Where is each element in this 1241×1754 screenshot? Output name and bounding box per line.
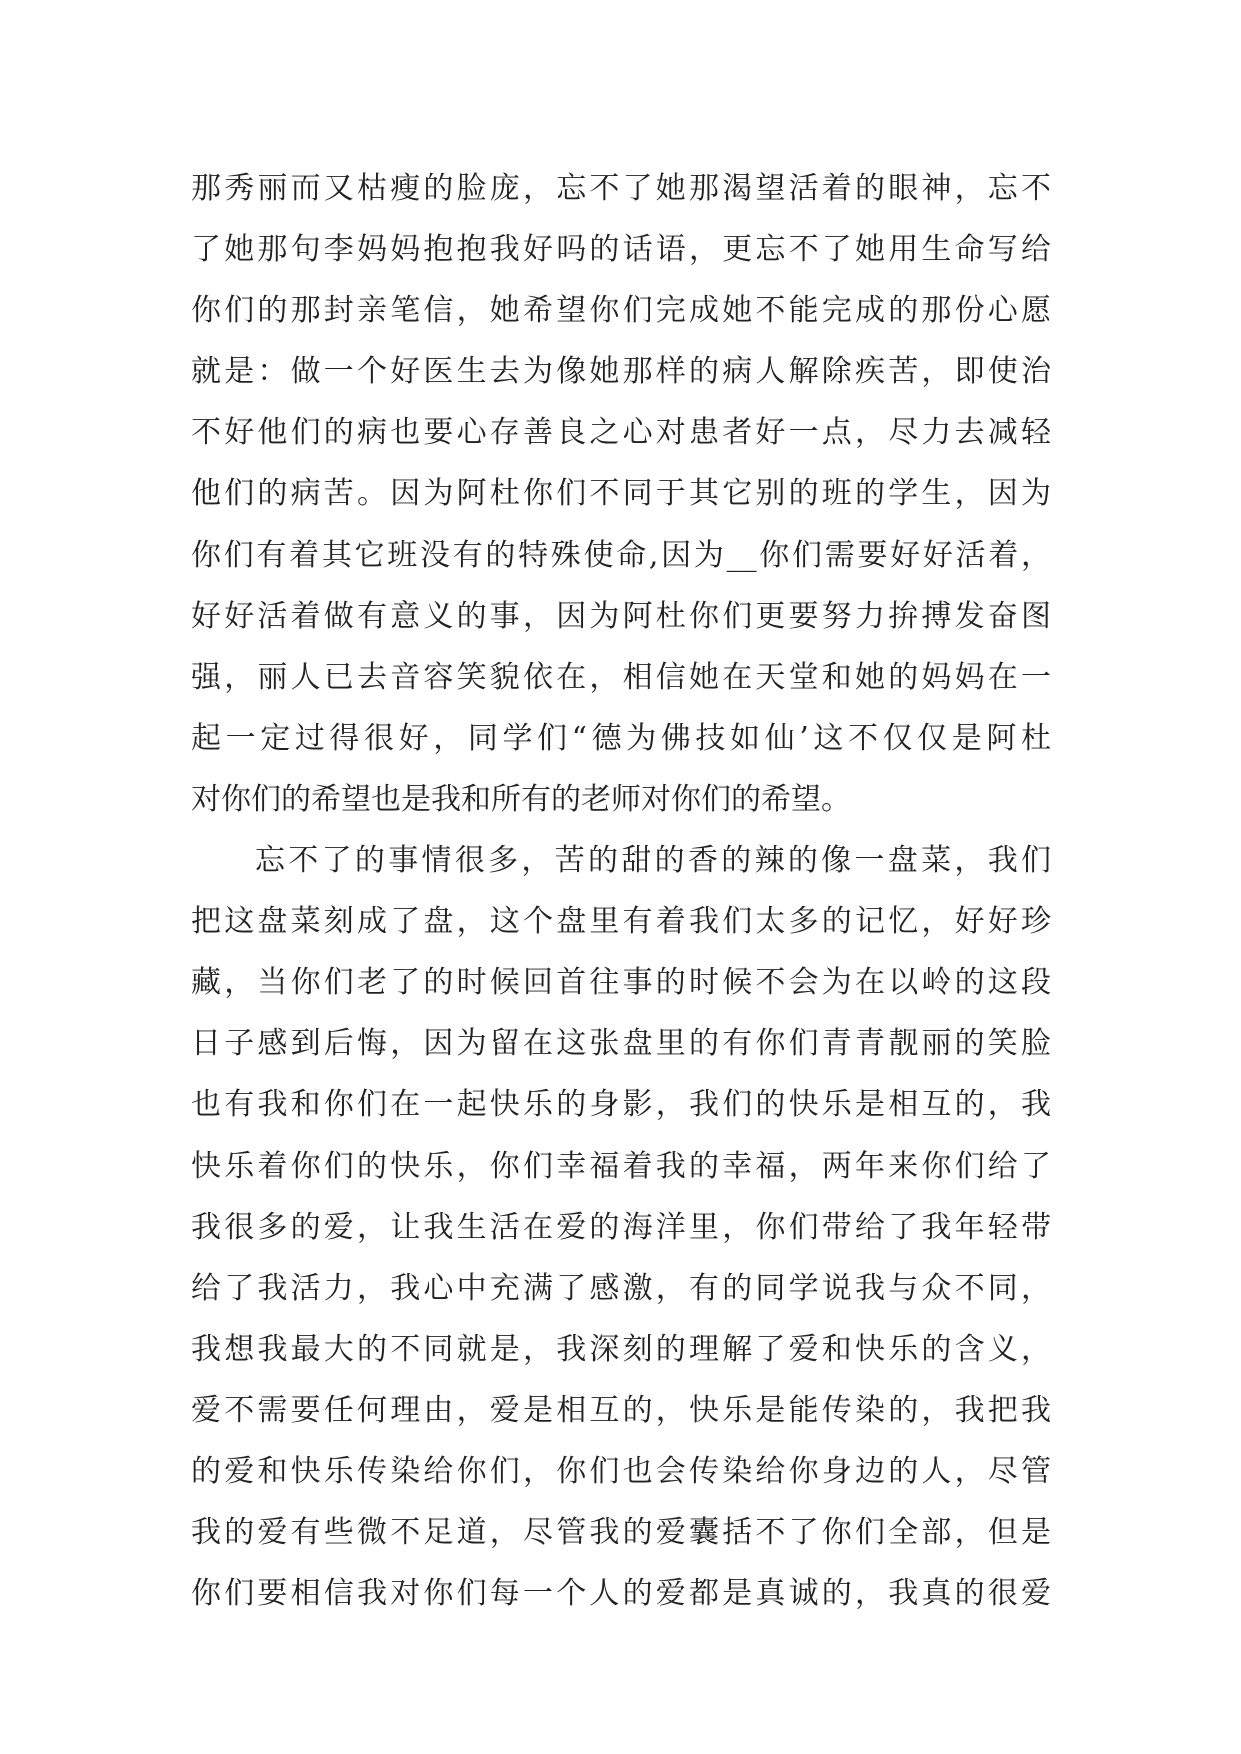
text-line: 爱不需要任何理由，爱是相互的，快乐是能传染的，我把我 (191, 1392, 1051, 1428)
text-line: 也有我和你们在一起快乐的身影，我们的快乐是相互的，我 (191, 1087, 1051, 1123)
text-line: 了她那句李妈妈抱抱我好吗的话语，更忘不了她用生命写给 (191, 232, 1051, 268)
text-line: 的爱和快乐传染给你们，你们也会传染给你身边的人，尽管 (191, 1453, 1051, 1489)
text-line: 不好他们的病也要心存善良之心对患者好一点，尽力去减轻 (191, 415, 1051, 451)
text-line: 我很多的爱，让我生活在爱的海洋里，你们带给了我年轻带 (191, 1209, 1051, 1245)
text-line: 好好活着做有意义的事，因为阿杜你们更要努力拚搏发奋图 (191, 598, 1051, 634)
text-line: 那秀丽而又枯瘦的脸庞，忘不了她那渴望活着的眼神，忘不 (191, 171, 1051, 206)
text-line: 给了我活力，我心中充满了感激，有的同学说我与众不同， (191, 1270, 1051, 1306)
text-line: 他们的病苦。因为阿杜你们不同于其它别的班的学生，因为 (191, 476, 1051, 512)
text-line: 你们有着其它班没有的特殊使命,因为__你们需要好好活着， (191, 537, 1051, 573)
text-line: 强，丽人已去音容笑貌依在，相信她在天堂和她的妈妈在一 (191, 659, 1051, 695)
text-line: 你们要相信我对你们每一个人的爱都是真诚的，我真的很爱 (191, 1576, 1051, 1612)
text-line: 我的爱有些微不足道，尽管我的爱囊括不了你们全部，但是 (191, 1515, 1051, 1551)
text-line: 就是：做一个好医生去为像她那样的病人解除疾苦，即使治 (191, 354, 1051, 390)
body-text (191, 158, 1051, 1624)
text-line: 藏，当你们老了的时候回首往事的时候不会为在以岭的这段 (191, 965, 1051, 1001)
text-line: 快乐着你们的快乐，你们幸福着我的幸福，两年来你们给了 (191, 1148, 1051, 1184)
text-line: 你们的那封亲笔信，她希望你们完成她不能完成的那份心愿 (191, 293, 1051, 329)
text-line-paragraph-start: 忘不了的事情很多，苦的甜的香的辣的像一盘菜，我们 (255, 843, 1051, 879)
text-line-paragraph-end: 对你们的希望也是我和所有的老师对你们的希望。 (191, 781, 851, 817)
text-line: 把这盘菜刻成了盘，这个盘里有着我们太多的记忆，好好珍 (191, 904, 1051, 940)
text-line: 日子感到后悔，因为留在这张盘里的有你们青青靓丽的笑脸 (191, 1026, 1051, 1062)
text-line: 起一定过得很好，同学们“德为佛技如仙’这不仅仅是阿杜 (191, 720, 1051, 756)
text-line: 我想我最大的不同就是，我深刻的理解了爱和快乐的含义， (191, 1331, 1051, 1367)
